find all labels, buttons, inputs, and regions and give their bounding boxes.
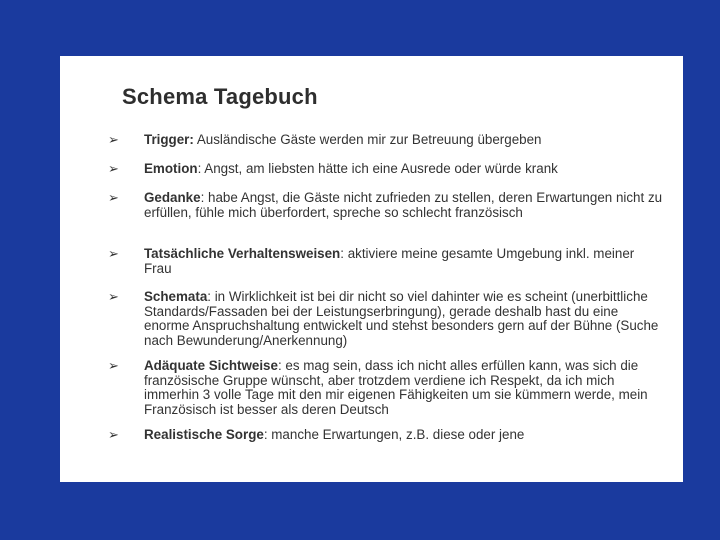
arrow-bullet-icon: ➢ xyxy=(108,190,119,205)
item-description: : manche Erwartungen, z.B. diese oder jene xyxy=(263,427,525,442)
item-term: Emotion xyxy=(144,161,198,176)
item-text xyxy=(144,191,664,220)
slide-title: Schema Tagebuch xyxy=(122,84,318,109)
item-description: : Angst, am liebsten hätte ich eine Ausrede oder würde krank xyxy=(197,161,558,176)
item-description: : in Wirklichkeit ist bei dir nicht so viel dahinter wie es scheint (unerbittliche Standards/Fassaden bei der Leistungserbringung), gerade deshalb hast du eine enorme Anspruchshaltung entwickelt und stehst besonders gern auf der Bühne (Suche nach Bewunderung/Anerkennung) xyxy=(144,289,659,348)
arrow-bullet-icon: ➢ xyxy=(108,246,119,261)
item-description: : habe Angst, die Gäste nicht zufrieden zu stellen, deren Erwartungen nicht zu erfüllen, fühle mich überfordert, spreche so schlecht französisch xyxy=(144,190,663,220)
arrow-bullet-icon: ➢ xyxy=(108,427,119,442)
item-text xyxy=(144,428,664,443)
arrow-bullet-icon: ➢ xyxy=(108,289,119,304)
item-term: Schemata xyxy=(144,289,208,304)
item-text xyxy=(144,247,664,276)
item-text xyxy=(144,162,664,177)
arrow-bullet-icon: ➢ xyxy=(108,132,119,147)
item-text xyxy=(144,359,664,417)
item-term: Trigger: xyxy=(144,132,194,147)
slide-sheet xyxy=(60,56,683,482)
item-term: Adäquate Sichtweise xyxy=(144,358,278,373)
item-description: : es mag sein, dass ich nicht alles erfüllen kann, was sich die französische Gruppe wünscht, aber trotzdem verdiene ich Respekt, da ich mich immerhin 3 volle Tage mit den mir eigenen Fähigkeiten um sie kümmern werde, mein Französisch ist besser als deren Deutsch xyxy=(144,358,648,417)
item-description: Ausländische Gäste werden mir zur Betreuung übergeben xyxy=(193,132,542,147)
item-term: Gedanke xyxy=(144,190,201,205)
item-description: : aktiviere meine gesamte Umgebung inkl. meiner Frau xyxy=(144,246,635,276)
item-term: Realistische Sorge xyxy=(144,427,264,442)
arrow-bullet-icon: ➢ xyxy=(108,161,119,176)
arrow-bullet-icon: ➢ xyxy=(108,358,119,373)
item-term: Tatsächliche Verhaltensweisen xyxy=(144,246,341,261)
item-text xyxy=(144,290,664,348)
item-text xyxy=(144,133,664,148)
